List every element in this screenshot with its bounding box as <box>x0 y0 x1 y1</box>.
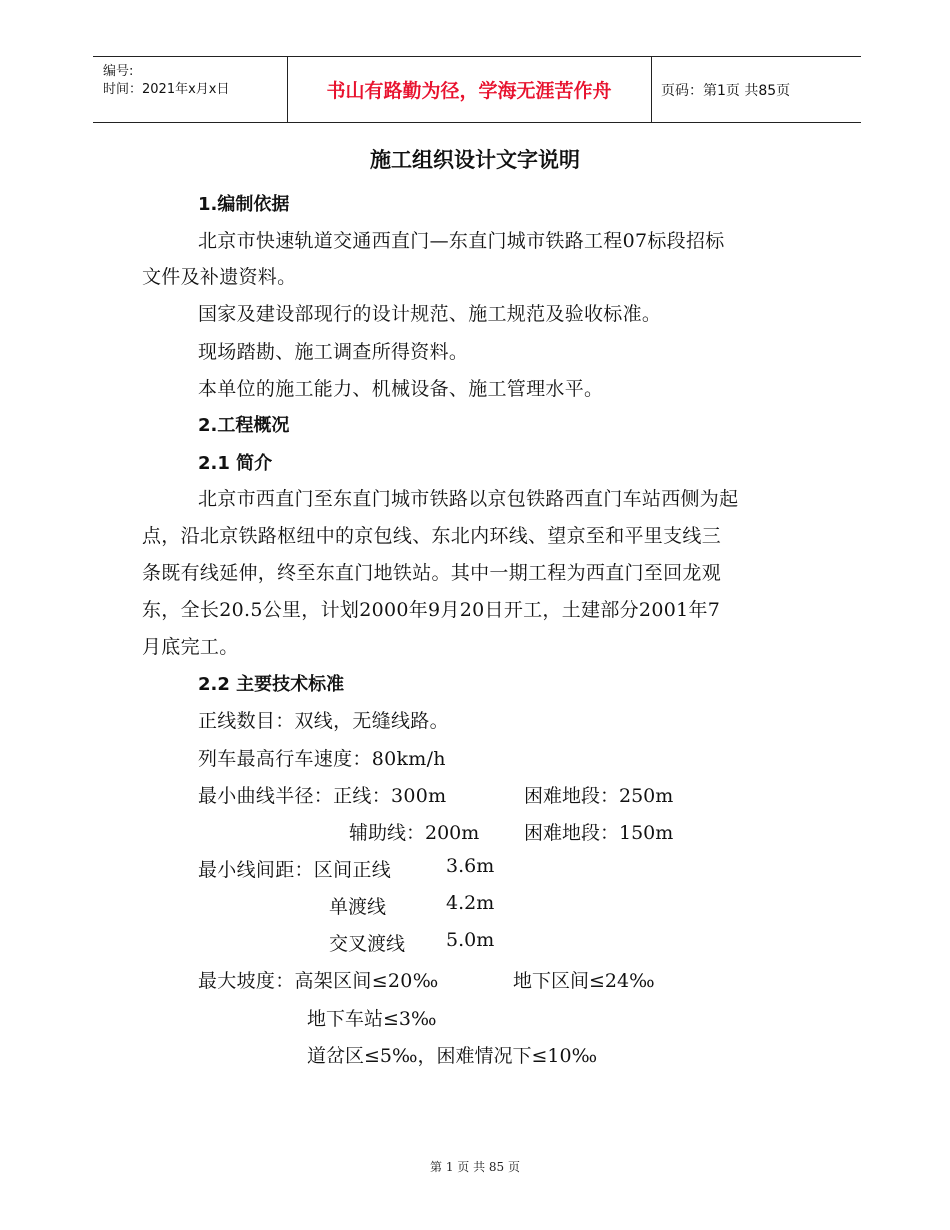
section-heading-2: 2.工程概况 <box>198 415 290 436</box>
std-min-radius-difficult-1: 困难地段：250m <box>524 785 674 807</box>
paragraph-standards: 国家及建设部现行的设计规范、施工规范及验收标准。 <box>198 303 662 325</box>
header-motto: 书山有路勤为径，学海无涯苦作舟 <box>326 80 612 102</box>
std-max-grade-station: 地下车站≤3‰ <box>307 1008 437 1030</box>
intro-line-3: 条既有线延伸，终至东直门地铁站。其中一期工程为西直门至回龙观 <box>142 562 722 584</box>
std-max-grade-underground: 地下区间≤24‰ <box>513 970 655 992</box>
header-top-rule <box>93 56 861 57</box>
paragraph-basis-line1: 北京市快速轨道交通西直门—东直门城市铁路工程07标段招标 <box>198 230 725 252</box>
header-bottom-rule <box>93 122 861 123</box>
std-double-crossover: 交叉渡线 <box>329 933 406 955</box>
std-max-grade-switch: 道岔区≤5‰，困难情况下≤10‰ <box>307 1045 598 1067</box>
std-min-radius-main: 最小曲线半径：正线：300m <box>198 785 447 807</box>
header-code-label: 编号: <box>103 64 134 79</box>
std-min-spacing-value-3: 5.0m <box>446 929 495 951</box>
paragraph-capability: 本单位的施工能力、机械设备、施工管理水平。 <box>198 378 604 400</box>
header-divider-right <box>651 57 652 123</box>
paragraph-survey: 现场踏勘、施工调查所得资料。 <box>198 341 469 363</box>
std-track-count: 正线数目：双线，无缝线路。 <box>198 710 449 732</box>
intro-line-5: 月底完工。 <box>142 636 239 658</box>
std-min-spacing-value-2: 4.2m <box>446 892 495 914</box>
header-time-label: 时间：2021年x月x日 <box>103 82 230 97</box>
page-footer: 第 1 页 共 85 页 <box>430 1160 520 1174</box>
std-single-crossover: 单渡线 <box>329 896 387 918</box>
std-min-spacing-value-1: 3.6m <box>446 855 495 877</box>
std-max-speed: 列车最高行车速度：80km/h <box>198 748 446 770</box>
section-heading-1: 1.编制依据 <box>198 194 290 215</box>
std-min-radius-aux: 辅助线：200m <box>349 822 480 844</box>
std-min-spacing-label: 最小线间距：区间正线 <box>198 859 392 881</box>
paragraph-basis-line2: 文件及补遗资料。 <box>142 266 297 288</box>
subsection-heading-2-1: 2.1 简介 <box>198 453 273 474</box>
std-max-grade-elevated: 最大坡度：高架区间≤20‰ <box>198 970 439 992</box>
intro-line-2: 点，沿北京铁路枢纽中的京包线、东北内环线、望京至和平里支线三 <box>142 525 722 547</box>
std-min-radius-difficult-2: 困难地段：150m <box>524 822 674 844</box>
intro-line-4: 东，全长20.5公里，计划2000年9月20日开工，土建部分2001年7 <box>142 599 721 621</box>
subsection-heading-2-2: 2.2 主要技术标准 <box>198 674 345 695</box>
document-title: 施工组织设计文字说明 <box>370 148 580 172</box>
header-page-info: 页码：第1页 共85页 <box>661 83 791 99</box>
intro-line-1: 北京市西直门至东直门城市铁路以京包铁路西直门车站西侧为起 <box>198 488 739 510</box>
